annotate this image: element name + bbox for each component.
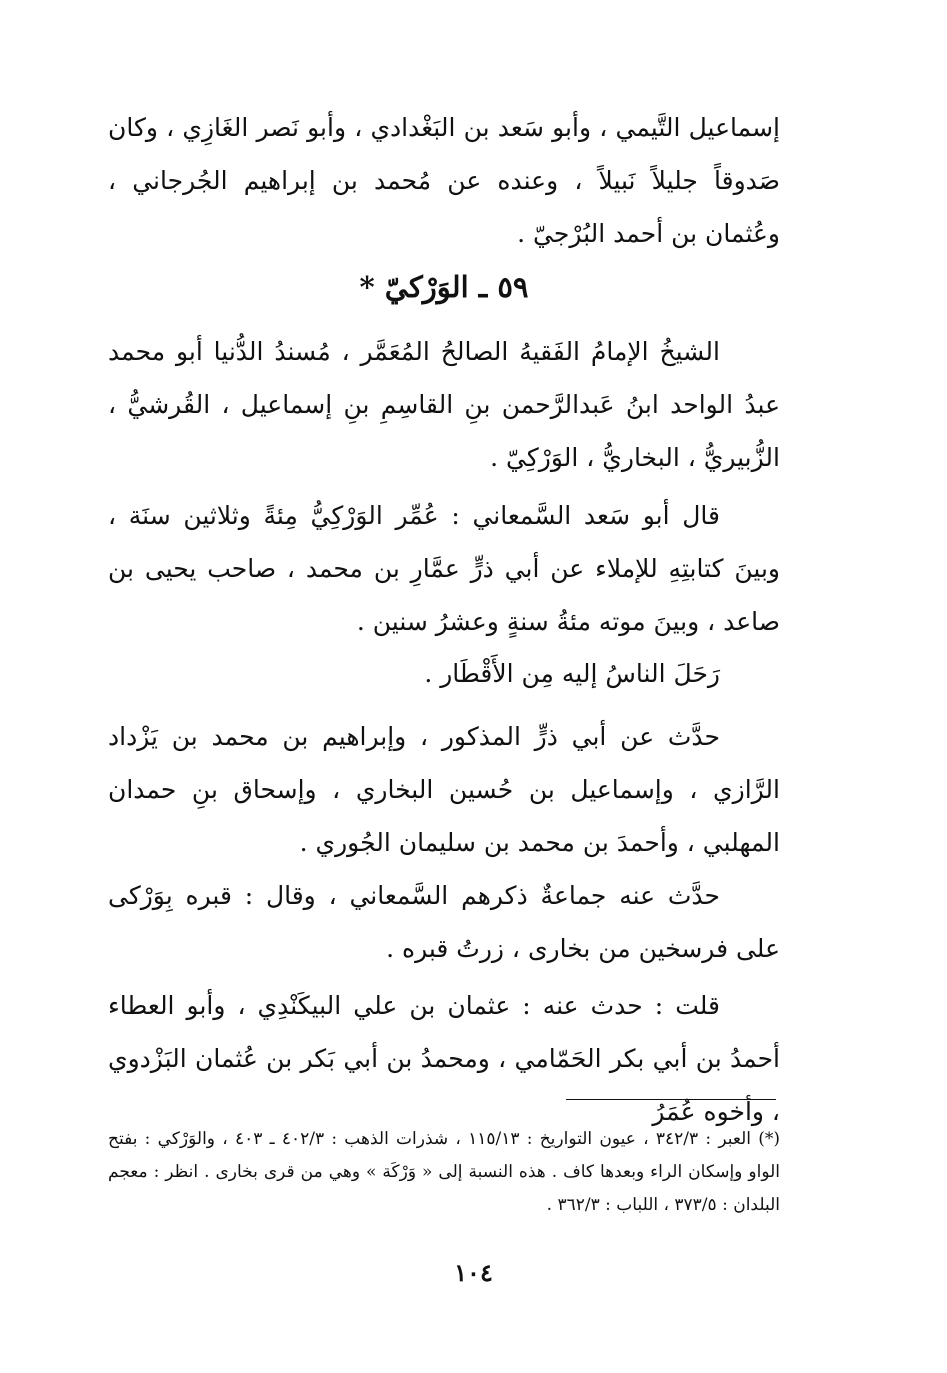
paragraph-7: قلت : حدث عنه : عثمان بن علي البيكَنْدِي ، وأبو العطاء أحمدُ بن أبي بكر الحَمّامي ، ومحمدُ بن أبي بَكر بن عُثمان البَزْدوي ، وأخوه عُمَرُ bbox=[108, 991, 780, 1126]
paragraph-2: الشيخُ الإمامُ الفَقيهُ الصالحُ المُعَمَّر ، مُسندُ الدُّنيا أبو محمد عبدُ الواحد ابنُ عَبدالرَّحمن بنِ القاسِمِ بنِ إسماعيل ، القُرشيُّ ، الزُّبيريُّ ، البخاريُّ ، الوَرْكِيّ . bbox=[108, 337, 780, 472]
paragraph-block-2 bbox=[108, 325, 780, 484]
paragraph-block-7 bbox=[108, 979, 780, 1138]
paragraph-block-5 bbox=[108, 710, 780, 869]
footnote bbox=[108, 1123, 780, 1222]
paragraph-3: قال أبو سَعد السَّمعاني : عُمِّر الوَرْكِيُّ مِئةً وثلاثين سنَة ، وبينَ كتابتِهِ للإملاء عن أبي ذرٍّ عمَّارِ بن محمد ، صاحب يحيى بن صاعد ، وبينَ موته مئةُ سنةٍ وعشرُ سنين . bbox=[108, 501, 780, 636]
paragraph-5: حدَّث عن أبي ذرٍّ المذكور ، وإبراهيم بن محمد بن يَزْداد الرَّازي ، وإسماعيل بن حُسين البخاري ، وإسحاق بنِ حمدان المهلبي ، وأحمدَ بن محمد بن سليمان الجُوري . bbox=[108, 722, 780, 857]
paragraph-block-4 bbox=[108, 647, 780, 700]
footnote-divider bbox=[566, 1099, 776, 1100]
entry-heading: ٥٩ ـ الوَرْكيّ * bbox=[359, 270, 529, 304]
paragraph-1: إسماعيل التَّيمي ، وأبو سَعد بن البَغْدادي ، وأبو نَصر الغَازِي ، وكان صَدوقاً جليلاً نَبيلاً ، وعنده عن مُحمد بن إبراهيم الجُرجاني ، وعُثمان بن أحمد البُرْجيّ . bbox=[108, 113, 780, 248]
paragraph-continuation bbox=[108, 101, 780, 260]
paragraph-block-3 bbox=[108, 489, 780, 648]
page-number: ١٠٤ bbox=[454, 1258, 493, 1287]
paragraph-block-6 bbox=[108, 869, 780, 975]
footnote-text: (*) العبر : ٣٤٢/٣ ، عيون التواريخ : ١١٥/١٣ ، شذرات الذهب : ٤٠٢/٣ ـ ٤٠٣ ، والوَرْكي : بفتح الواو وإسكان الراء وبعدها كاف . هذه النسبة إلى « وَرْكَة » وهي من قرى بخارى . انظر : معجم البلدان : ٣٧٣/٥ ، اللباب : ٣٦٢/٣ . bbox=[108, 1129, 780, 1215]
paragraph-6: حدَّث عنه جماعةٌ ذكرهم السَّمعاني ، وقال : قبره بِوَرْكى على فرسخين من بخارى ، زرتُ قبره . bbox=[108, 881, 780, 963]
paragraph-4: رَحَلَ الناسُ إليه مِن الأَقْطَار . bbox=[424, 659, 720, 688]
